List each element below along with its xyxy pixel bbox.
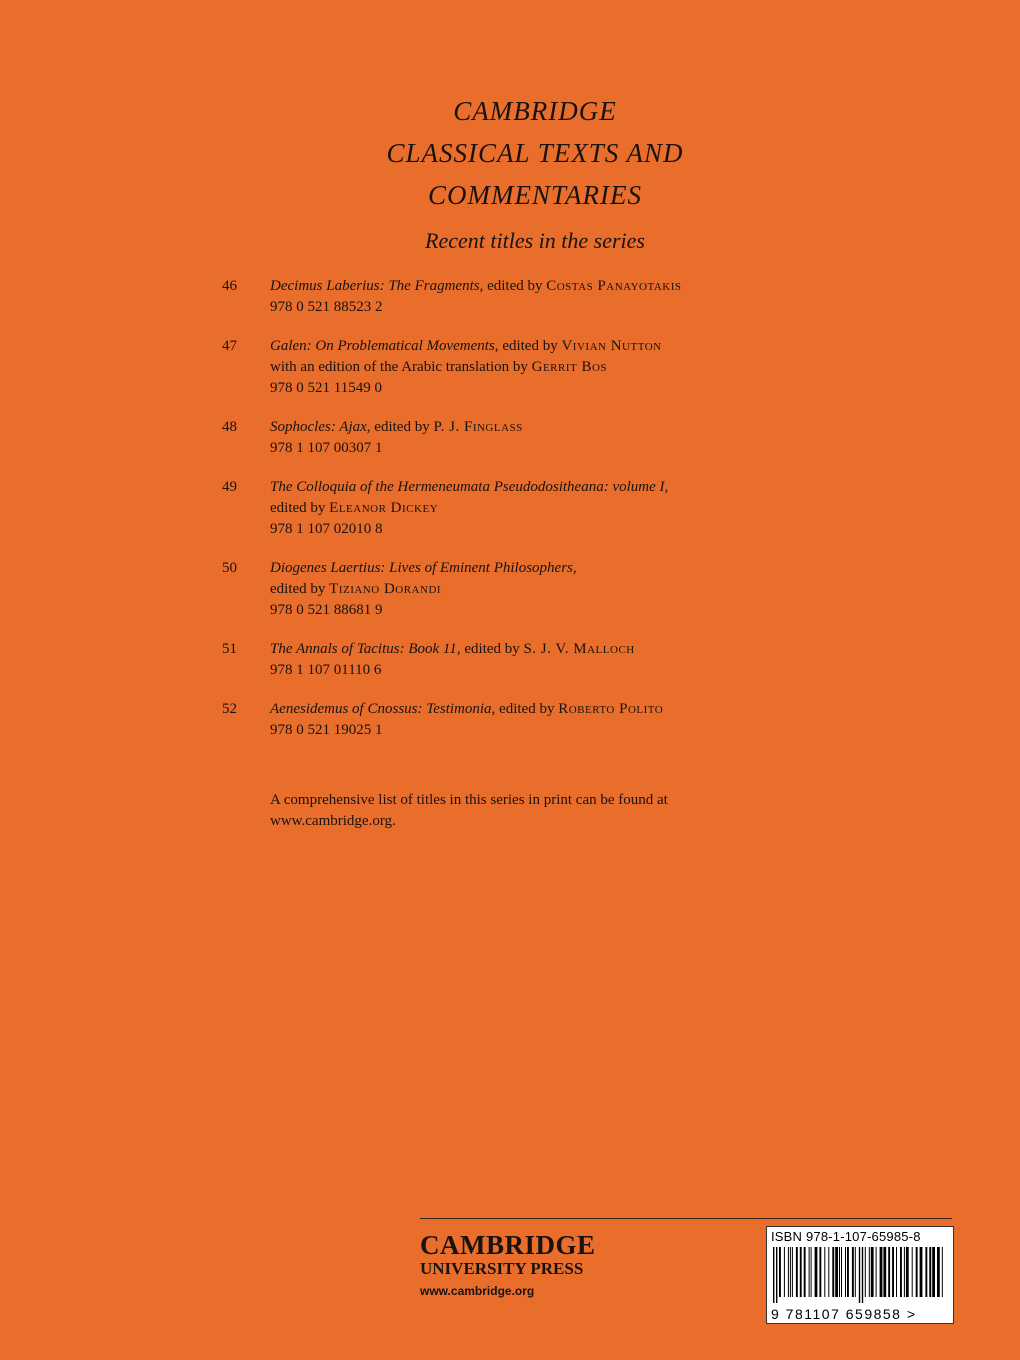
book-number: 47	[222, 338, 237, 354]
book-text: 978 1 107 02010 8	[270, 521, 383, 537]
publisher-name: CAMBRIDGE	[420, 1230, 596, 1260]
barcode-bar	[845, 1247, 846, 1297]
barcode-bar	[828, 1247, 829, 1297]
book-line	[270, 699, 782, 720]
book-text: ,	[572, 560, 577, 576]
barcode-bar	[792, 1247, 793, 1297]
book-text: 978 0 521 88523 2	[270, 299, 383, 315]
barcode-bars	[771, 1247, 949, 1303]
book-text: 978 0 521 11549 0	[270, 380, 382, 396]
book-details	[270, 336, 782, 399]
barcode-bar	[839, 1247, 840, 1297]
barcode-bar	[920, 1247, 923, 1297]
book-title: Galen: On Problematical Movements,	[270, 338, 499, 354]
book-entry	[222, 336, 782, 399]
book-text: with an edition of the Arabic translation by	[270, 359, 532, 375]
book-line	[270, 639, 782, 660]
barcode-bar	[811, 1247, 812, 1297]
publisher-press: UNIVERSITY PRESS	[420, 1259, 584, 1278]
book-number: 50	[222, 560, 237, 576]
note-line-2: www.cambridge.org.	[270, 813, 396, 829]
book-number: 46	[222, 278, 237, 294]
barcode-bar	[776, 1247, 777, 1303]
book-number: 52	[222, 701, 237, 717]
book-entry	[222, 276, 782, 318]
book-line	[270, 660, 782, 681]
book-line	[270, 438, 782, 459]
barcode-bar	[937, 1247, 940, 1297]
barcode-bar	[862, 1247, 863, 1303]
barcode-bar	[855, 1247, 856, 1297]
book-text: 978 0 521 88681 9	[270, 602, 383, 618]
isbn-label: ISBN 978-1-107-65985-8	[771, 1229, 921, 1244]
book-details	[270, 558, 782, 621]
barcode-bar	[841, 1247, 842, 1297]
barcode-bar	[824, 1247, 825, 1297]
barcode-bar	[929, 1247, 931, 1297]
book-text: edited by	[270, 500, 330, 516]
book-line	[270, 378, 782, 399]
barcode-bar	[784, 1247, 785, 1297]
book-number: 49	[222, 479, 237, 495]
barcode-bar	[906, 1247, 909, 1297]
book-text: 978 1 107 01110 6	[270, 662, 382, 678]
barcode-bar	[932, 1247, 935, 1297]
barcode-bar	[859, 1247, 860, 1303]
book-text: edited by	[270, 581, 330, 597]
book-text: edited by	[483, 278, 547, 294]
book-line	[270, 276, 782, 297]
barcode-bar	[819, 1247, 821, 1297]
barcode-bar	[865, 1247, 866, 1297]
book-line	[270, 519, 782, 540]
book-text: 978 0 521 19025 1	[270, 722, 383, 738]
book-text: 978 1 107 00307 1	[270, 440, 383, 456]
barcode-bar	[912, 1247, 913, 1297]
book-title: The Colloquia of the Hermeneumata Pseudodositheana: volume I	[270, 479, 665, 495]
barcode-bar	[815, 1247, 818, 1297]
book-entry	[222, 639, 782, 681]
barcode-bar	[809, 1247, 810, 1297]
barcode-bar	[773, 1247, 774, 1303]
isbn-barcode	[766, 1226, 954, 1324]
book-number: 51	[222, 641, 237, 657]
book-entry	[222, 558, 782, 621]
barcode-bar	[883, 1247, 886, 1297]
series-note	[270, 790, 790, 832]
publisher-url: www.cambridge.org	[420, 1284, 535, 1298]
barcode-bar	[800, 1247, 802, 1297]
barcode-bar	[925, 1247, 927, 1297]
book-line	[270, 417, 782, 438]
book-entry	[222, 699, 782, 741]
barcode-bar	[847, 1247, 849, 1297]
barcode-bar	[796, 1247, 798, 1297]
barcode-bar	[869, 1247, 870, 1297]
barcode-bar	[904, 1247, 905, 1297]
book-line	[270, 558, 782, 579]
book-details	[270, 417, 782, 459]
barcode-bar	[835, 1247, 838, 1297]
book-text: edited by	[370, 419, 434, 435]
book-details	[270, 477, 782, 540]
book-line	[270, 579, 782, 600]
book-line	[270, 336, 782, 357]
barcode-bar	[871, 1247, 874, 1297]
book-editor: S. J. V. Malloch	[523, 641, 635, 657]
book-editor: Roberto Polito	[558, 701, 664, 717]
book-editor: P. J. Finglass	[433, 419, 523, 435]
book-details	[270, 699, 782, 741]
barcode-bar	[852, 1247, 854, 1297]
barcode-bar	[880, 1247, 883, 1297]
series-title-line-1: CAMBRIDGE	[453, 96, 617, 126]
book-editor: Gerrit Bos	[531, 359, 608, 375]
series-title-line-2: CLASSICAL TEXTS AND	[386, 138, 684, 168]
book-line	[270, 720, 782, 741]
publisher-logo	[420, 1230, 596, 1298]
book-list	[222, 276, 782, 759]
book-text: ,	[664, 479, 669, 495]
barcode-bar	[942, 1247, 943, 1297]
note-line-1: A comprehensive list of titles in this series in print can be found at	[270, 792, 668, 808]
book-entry	[222, 477, 782, 540]
barcode-bar	[896, 1247, 897, 1297]
barcode-bar	[900, 1247, 902, 1297]
barcode-bar	[779, 1247, 781, 1297]
barcode-bar	[788, 1247, 789, 1297]
book-line	[270, 600, 782, 621]
book-text: , edited by	[491, 701, 559, 717]
barcode-bar	[804, 1247, 806, 1297]
book-line	[270, 297, 782, 318]
book-editor: Tiziano Dorandi	[329, 581, 442, 597]
book-title: Sophocles: Ajax,	[270, 419, 371, 435]
book-title: The Annals of Tacitus: Book 11	[270, 641, 457, 657]
book-text: edited by	[498, 338, 562, 354]
book-editor: Eleanor Dickey	[329, 500, 439, 516]
recent-titles-heading: Recent titles in the series	[425, 228, 645, 253]
book-details	[270, 639, 782, 681]
book-title: Aenesidemus of Cnossus: Testimonia	[270, 701, 492, 717]
isbn-digits: 9 781107 659858 >	[771, 1306, 917, 1322]
barcode-bar	[790, 1247, 791, 1297]
publisher-rule	[420, 1218, 952, 1219]
barcode-bar	[876, 1247, 877, 1297]
book-number: 48	[222, 419, 237, 435]
barcode-bar	[888, 1247, 890, 1297]
book-entry	[222, 417, 782, 459]
barcode-bar	[832, 1247, 834, 1297]
book-text: , edited by	[456, 641, 524, 657]
barcode-bar	[892, 1247, 894, 1297]
series-title-line-3: COMMENTARIES	[428, 180, 642, 210]
book-details	[270, 276, 782, 318]
book-title: Decimus Laberius: The Fragments,	[270, 278, 484, 294]
book-editor: Vivian Nutton	[561, 338, 662, 354]
series-title	[270, 90, 800, 216]
book-line	[270, 498, 782, 519]
book-title: Diogenes Laertius: Lives of Eminent Philosophers	[270, 560, 573, 576]
barcode-bar	[916, 1247, 918, 1297]
book-line	[270, 357, 782, 378]
book-editor: Costas Panayotakis	[546, 278, 682, 294]
book-line	[270, 477, 782, 498]
